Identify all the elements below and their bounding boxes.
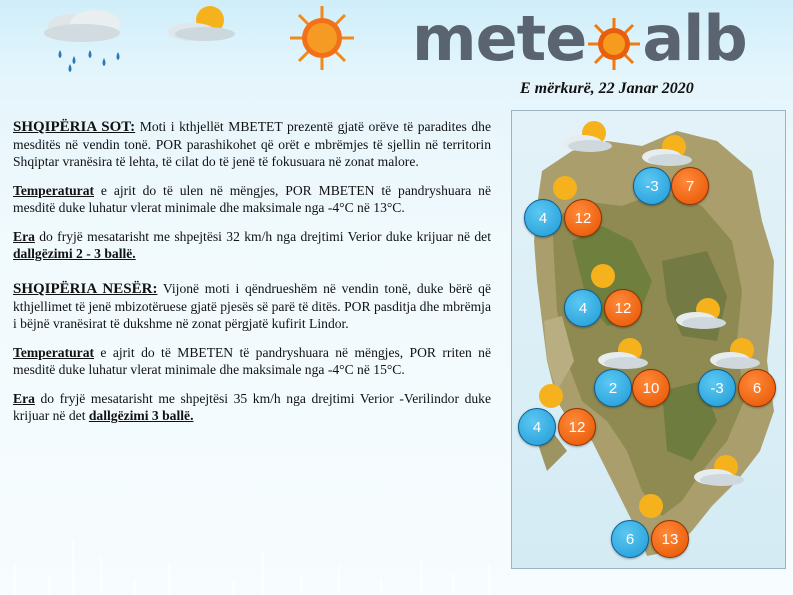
forecast-date: E mërkurë, 22 Janar 2020 <box>520 80 694 97</box>
sun-icon <box>636 491 666 521</box>
sun-icon <box>550 173 580 203</box>
min-temp-badge: -3 <box>698 369 736 407</box>
min-temp-badge: 4 <box>564 289 602 327</box>
decorative-bars <box>0 535 793 595</box>
sun-icon <box>536 381 566 411</box>
max-temp-badge: 10 <box>632 369 670 407</box>
max-temp-badge: 12 <box>558 408 596 446</box>
tomorrow-temperature: Temperaturat e ajrit do të MBETEN të pandryshuara në mëngjes, POR rriten në mesditë duke luhatur vlerat minimale dhe maksimale nga -4°C në 15°C. <box>13 345 491 377</box>
tomorrow-summary: SHQIPËRIA NESËR: Vijonë moti i qëndrueshëm në vendin tonë, duke bërë që kthjellimet të jenë mbizotëruese gjatë pjesës së parë të ditës. POR pasditja dhe mbrëmja i bëjnë vranësirat të dukshme në zonat përgjatë kufirit Lindor. <box>13 281 491 331</box>
logo-text-left: mete <box>412 1 587 75</box>
partly-cloudy-icon <box>674 296 730 332</box>
max-temp-badge: 12 <box>604 289 642 327</box>
today-heading: SHQIPËRIA SOT: <box>13 119 136 135</box>
sun-icon <box>588 261 618 291</box>
today-summary: SHQIPËRIA SOT: Moti i kthjellët MBETET prezentë gjatë orëve të paradites dhe mesditës në vendin tonë. POR parashikohet që orët e mbrëmjes të sjellin në territorin Shqiptar vranësira të lehta, të cilat do të jenë të fokusuara në zonat malore. <box>13 119 491 169</box>
tomorrow-heading: SHQIPËRIA NESËR: <box>13 281 158 297</box>
min-temp-badge: 4 <box>524 199 562 237</box>
albania-map <box>511 110 786 569</box>
min-temp-badge: 4 <box>518 408 556 446</box>
sun-icon <box>288 4 356 72</box>
max-temp-badge: 7 <box>671 167 709 205</box>
today-temperature: Temperaturat e ajrit do të ulen në mëngjes, POR MBETEN të pandryshuara në mesditë duke luhatur vlerat minimale dhe maksimale nga -4°C në 13°C. <box>13 183 491 215</box>
partly-cloudy-icon <box>692 453 748 489</box>
logo-sun-icon <box>588 12 640 64</box>
partly-cloudy-icon <box>708 336 764 372</box>
meteoalb-logo <box>412 2 747 74</box>
partly-cloudy-icon <box>560 119 616 155</box>
forecast-text <box>13 118 491 436</box>
max-temp-badge: 13 <box>651 520 689 558</box>
min-temp-badge: -3 <box>633 167 671 205</box>
partly-cloudy-icon <box>596 336 652 372</box>
max-temp-badge: 6 <box>738 369 776 407</box>
today-wind: Era do fryjë mesatarisht me shpejtësi 32 km/h nga drejtimi Verior duke krijuar në det dallgëzimi 2 - 3 ballë. <box>13 229 491 261</box>
partly-cloudy-icon <box>640 133 696 169</box>
sun-cloud-icon <box>160 2 240 46</box>
min-temp-badge: 6 <box>611 520 649 558</box>
rain-cloud-icon <box>30 6 140 74</box>
logo-text-right: alb <box>642 1 747 75</box>
tomorrow-wind: Era do fryjë mesatarisht me shpejtësi 35 km/h nga drejtimi Verior -Verilindor duke krijuar në det dallgëzimi 3 ballë. <box>13 391 491 423</box>
max-temp-badge: 12 <box>564 199 602 237</box>
min-temp-badge: 2 <box>594 369 632 407</box>
